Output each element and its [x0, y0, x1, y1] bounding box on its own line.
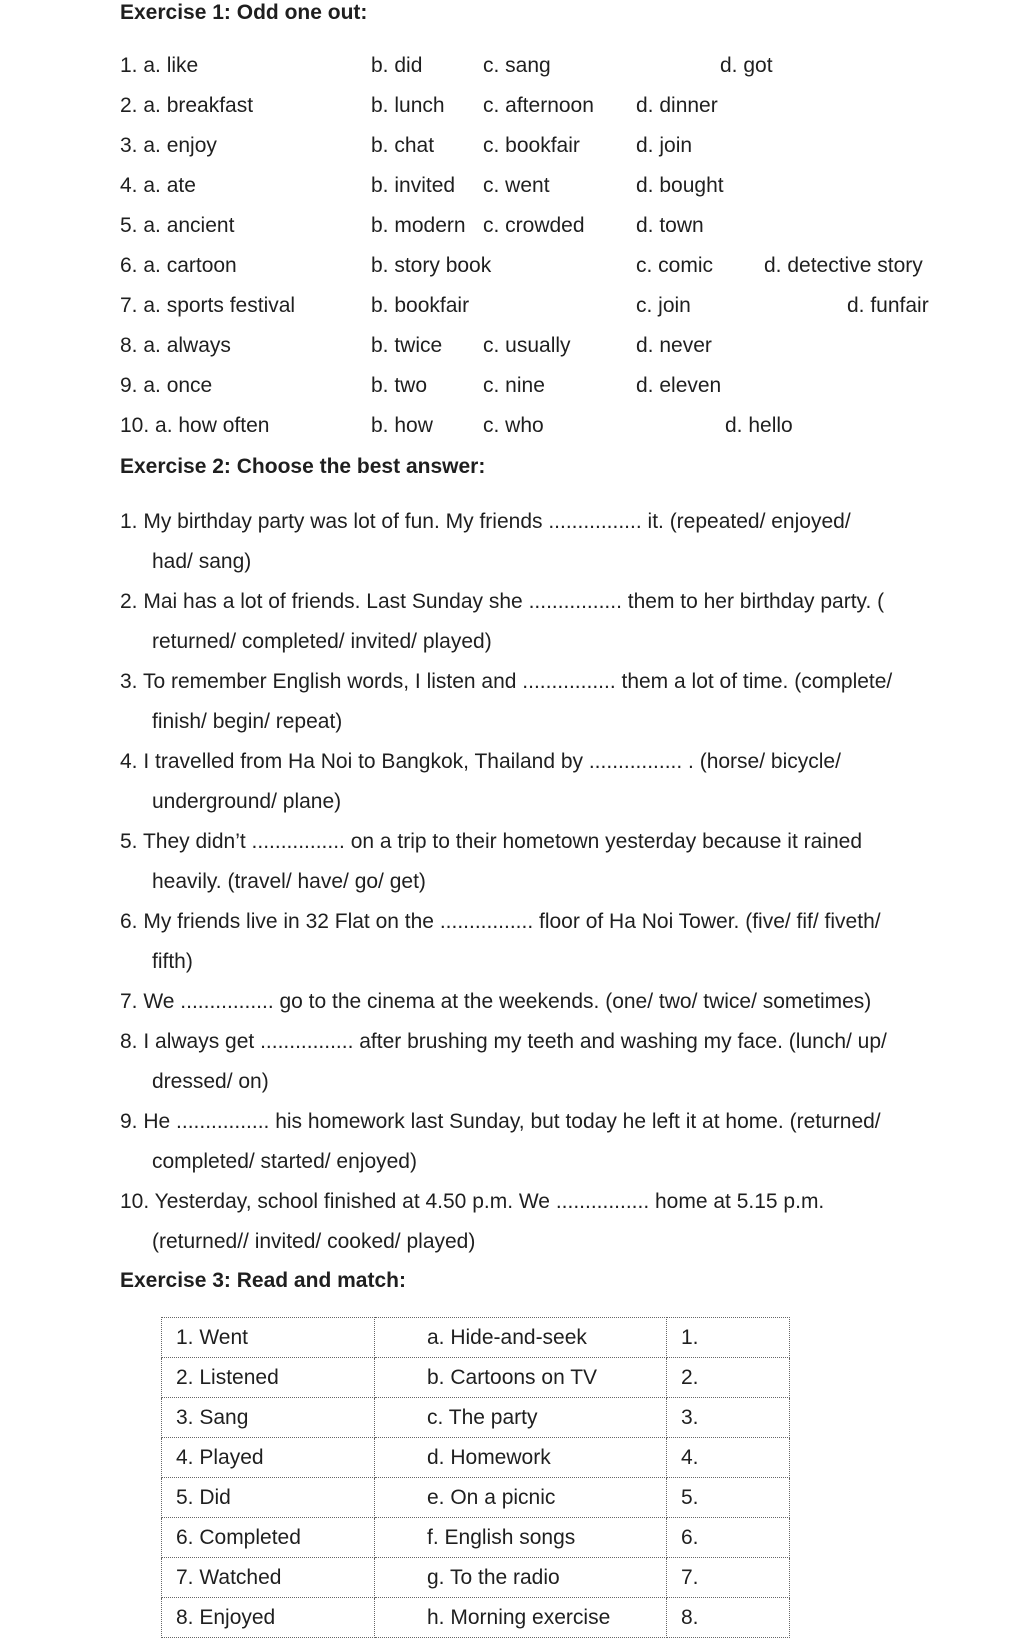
- ex2-question-line: 1. My birthday party was lot of fun. My friends ................ it. (repeated/ enjoyed/: [120, 510, 851, 533]
- ex1-option-c: c. went: [483, 174, 550, 197]
- ex1-option-b: b. chat: [371, 134, 435, 157]
- table-row: [162, 1358, 790, 1398]
- ex2-question-line: 2. Mai has a lot of friends. Last Sunday she ................ them to her birthday party. (: [120, 590, 885, 613]
- table-row: [162, 1558, 790, 1598]
- ex1-option-a: 9. a. once: [120, 374, 213, 397]
- ex2-question-line: 10. Yesterday, school finished at 4.50 p.m. We ................ home at 5.15 p.m.: [120, 1190, 825, 1213]
- ex1-option-d: d. eleven: [636, 374, 722, 397]
- ex1-option-a: 7. a. sports festival: [120, 294, 296, 317]
- ex1-option-c: c. join: [636, 294, 691, 317]
- ex1-option-b: b. two: [371, 374, 428, 397]
- answer-cell: 5.: [667, 1478, 790, 1518]
- table-row: [162, 1318, 790, 1358]
- table-row: [162, 1398, 790, 1438]
- ex2-question-continuation: underground/ plane): [152, 790, 342, 813]
- ex1-option-a: 5. a. ancient: [120, 214, 235, 237]
- ex1-option-d: d. funfair: [847, 294, 929, 317]
- table-row: [162, 1518, 790, 1558]
- verb-cell: 4. Played: [162, 1438, 375, 1478]
- ex2-question-continuation: fifth): [152, 950, 193, 973]
- ex2-question-line: 7. We ................ go to the cinema at the weekends. (one/ two/ twice/ sometimes): [120, 990, 872, 1013]
- ex1-option-d: d. detective story: [764, 254, 923, 277]
- ex1-option-b: b. invited: [371, 174, 456, 197]
- ex2-question-continuation: heavily. (travel/ have/ go/ get): [152, 870, 426, 893]
- ex1-option-a: 10. a. how often: [120, 414, 270, 437]
- verb-cell: 8. Enjoyed: [162, 1598, 375, 1638]
- ex1-option-d: d. got: [720, 54, 773, 77]
- ex1-option-a: 2. a. breakfast: [120, 94, 254, 117]
- ex1-option-c: c. crowded: [483, 214, 585, 237]
- verb-cell: 5. Did: [162, 1478, 375, 1518]
- phrase-cell: d. Homework: [375, 1438, 667, 1478]
- phrase-cell: g. To the radio: [375, 1558, 667, 1598]
- ex2-question-line: 6. My friends live in 32 Flat on the ................ floor of Ha Noi Tower. (five/ fif/ fiveth/: [120, 910, 881, 933]
- exercise-1-title: Exercise 1: Odd one out:: [120, 1, 368, 24]
- verb-cell: 3. Sang: [162, 1398, 375, 1438]
- ex1-option-d: d. bought: [636, 174, 724, 197]
- verb-cell: 7. Watched: [162, 1558, 375, 1598]
- ex2-question-line: 9. He ................ his homework last Sunday, but today he left it at home. (returned/: [120, 1110, 881, 1133]
- phrase-cell: h. Morning exercise: [375, 1598, 667, 1638]
- exercise-3-title: Exercise 3: Read and match:: [120, 1269, 406, 1292]
- ex1-option-a: 8. a. always: [120, 334, 231, 357]
- ex1-option-c: c. who: [483, 414, 544, 437]
- answer-cell: 4.: [667, 1438, 790, 1478]
- ex1-option-a: 3. a. enjoy: [120, 134, 217, 157]
- ex2-question-continuation: completed/ started/ enjoyed): [152, 1150, 417, 1173]
- phrase-cell: b. Cartoons on TV: [375, 1358, 667, 1398]
- phrase-cell: a. Hide-and-seek: [375, 1318, 667, 1358]
- ex1-option-b: b. bookfair: [371, 294, 470, 317]
- ex1-option-c: c. bookfair: [483, 134, 580, 157]
- ex1-option-b: b. how: [371, 414, 433, 437]
- exercise-2-title: Exercise 2: Choose the best answer:: [120, 455, 486, 478]
- ex1-option-c: c. comic: [636, 254, 714, 277]
- ex2-question-continuation: finish/ begin/ repeat): [152, 710, 343, 733]
- verb-cell: 1. Went: [162, 1318, 375, 1358]
- ex1-option-d: d. town: [636, 214, 704, 237]
- ex1-option-c: c. nine: [483, 374, 545, 397]
- ex1-option-d: d. dinner: [636, 94, 718, 117]
- table-row: [162, 1478, 790, 1518]
- phrase-cell: f. English songs: [375, 1518, 667, 1558]
- phrase-cell: c. The party: [375, 1398, 667, 1438]
- table-row: [162, 1598, 790, 1638]
- table-row: [162, 1438, 790, 1478]
- ex1-option-b: b. modern: [371, 214, 466, 237]
- ex1-option-d: d. hello: [725, 414, 793, 437]
- ex1-option-c: c. sang: [483, 54, 551, 77]
- ex2-question-continuation: (returned// invited/ cooked/ played): [152, 1230, 476, 1253]
- answer-cell: 1.: [667, 1318, 790, 1358]
- ex1-option-a: 4. a. ate: [120, 174, 196, 197]
- answer-cell: 3.: [667, 1398, 790, 1438]
- ex2-question-continuation: had/ sang): [152, 550, 252, 573]
- answer-cell: 8.: [667, 1598, 790, 1638]
- ex1-option-b: b. story book: [371, 254, 492, 277]
- answer-cell: 7.: [667, 1558, 790, 1598]
- ex1-option-d: d. never: [636, 334, 712, 357]
- ex2-question-line: 8. I always get ................ after brushing my teeth and washing my face. (lunch/ up/: [120, 1030, 887, 1053]
- ex1-option-b: b. twice: [371, 334, 443, 357]
- ex1-option-d: d. join: [636, 134, 693, 157]
- verb-cell: 2. Listened: [162, 1358, 375, 1398]
- phrase-cell: e. On a picnic: [375, 1478, 667, 1518]
- ex2-question-continuation: dressed/ on): [152, 1070, 269, 1093]
- answer-cell: 2.: [667, 1358, 790, 1398]
- ex2-question-continuation: returned/ completed/ invited/ played): [152, 630, 492, 653]
- ex2-question-line: 5. They didn’t ................ on a trip to their hometown yesterday because it rained: [120, 830, 863, 853]
- match-table: [161, 1317, 790, 1638]
- verb-cell: 6. Completed: [162, 1518, 375, 1558]
- ex1-option-a: 6. a. cartoon: [120, 254, 237, 277]
- ex1-option-c: c. usually: [483, 334, 571, 357]
- ex2-question-line: 3. To remember English words, I listen and ................ them a lot of time. (complete/: [120, 670, 893, 693]
- ex1-option-b: b. did: [371, 54, 423, 77]
- answer-cell: 6.: [667, 1518, 790, 1558]
- ex1-option-a: 1. a. like: [120, 54, 199, 77]
- ex1-option-c: c. afternoon: [483, 94, 594, 117]
- ex1-option-b: b. lunch: [371, 94, 445, 117]
- ex2-question-line: 4. I travelled from Ha Noi to Bangkok, Thailand by ................ . (horse/ bicycle/: [120, 750, 841, 773]
